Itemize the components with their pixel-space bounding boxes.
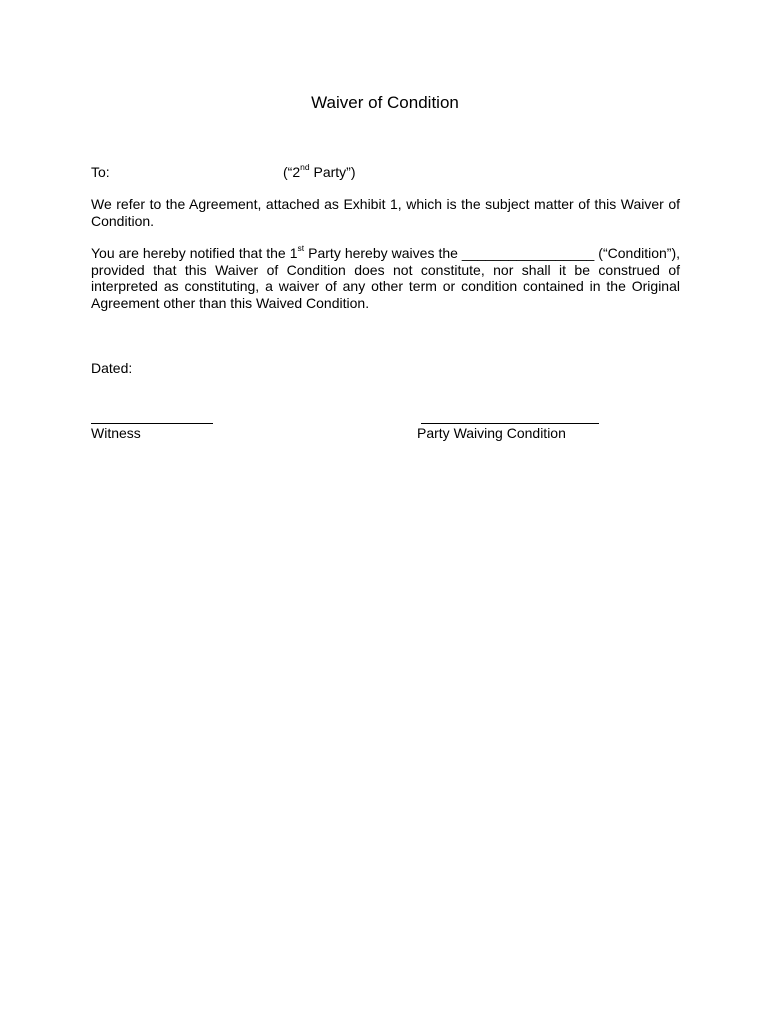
- paragraph-line: Condition.: [91, 212, 155, 229]
- paragraph-agreement-reference: [91, 196, 680, 229]
- first-party-sup: st: [297, 243, 305, 254]
- paragraph-line: We refer to the Agreement, attached as Exhibit 1, which is the subject matter of this Waiver of: [91, 196, 680, 212]
- party-waiving-label: Party Waiving Condition: [417, 425, 566, 441]
- dated-label: Dated:: [91, 360, 133, 376]
- second-party-open: (“2: [283, 164, 301, 180]
- paragraph-text: You are hereby notified that the 1: [91, 245, 298, 261]
- paragraph-line: [91, 245, 680, 262]
- second-party-close: Party”): [309, 164, 356, 180]
- witness-signature-line: [91, 423, 213, 424]
- paragraph-text: Party hereby waives the _________________ (“Condition”),: [304, 245, 680, 261]
- witness-label: Witness: [91, 425, 141, 441]
- paragraph-line: Agreement other than this Waived Condition.: [91, 294, 370, 311]
- paragraph-waiver-notice: [91, 245, 680, 311]
- to-label: To:: [91, 164, 110, 180]
- paragraph-line: provided that this Waiver of Condition does not constitute, nor shall it be construed of: [91, 261, 680, 278]
- party-signature-line: [421, 423, 599, 424]
- second-party-sup: nd: [300, 162, 310, 173]
- paragraph-line: interpreted as constituting, a waiver of any other term or condition contained in the Original: [91, 278, 680, 294]
- second-party-label: [283, 164, 355, 181]
- document-title: Waiver of Condition: [311, 93, 459, 112]
